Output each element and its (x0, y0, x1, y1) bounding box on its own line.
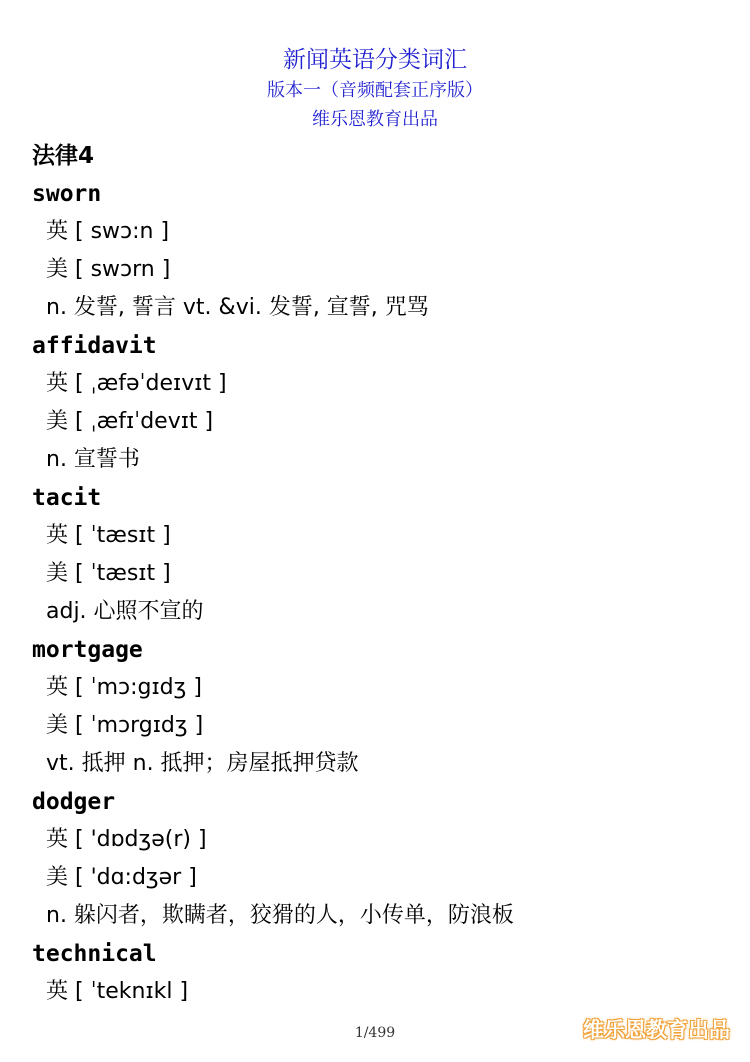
entry-affidavit (32, 327, 730, 479)
entry-definition: n. 发誓, 誓言 vt. &vi. 发誓, 宣誓, 咒骂 (46, 295, 429, 320)
entry-us-pronunciation: 美 [ 'dɑ:dʒər ] (46, 865, 197, 890)
entry-dodger (32, 783, 730, 935)
entry-uk-pronunciation: 英 [ ˈteknɪkl ] (46, 979, 189, 1004)
vocabulary-list (32, 137, 730, 1011)
document-header (0, 44, 750, 134)
entry-definition: n. 躲闪者，欺瞒者，狡猾的人，小传单，防浪板 (46, 903, 514, 928)
entry-us-pronunciation: 美 [ ˈmɔrgɪdʒ ] (46, 713, 204, 738)
entry-uk-pronunciation: 英 [ ˈtæsɪt ] (46, 523, 171, 548)
watermark: 维乐恩教育出品 (583, 1018, 730, 1042)
entry-us-pronunciation: 美 [ ˈtæsɪt ] (46, 561, 171, 586)
entry-uk-pronunciation: 英 [ swɔ:n ] (46, 219, 170, 244)
entry-word: technical (32, 941, 157, 967)
entry-us-pronunciation: 美 [ swɔrn ] (46, 257, 171, 282)
entry-definition: adj. 心照不宣的 (46, 599, 204, 624)
entry-us-pronunciation: 美 [ ˌæfɪˈdevɪt ] (46, 409, 214, 434)
document-publisher: 维乐恩教育出品 (312, 109, 438, 130)
entry-word: tacit (32, 485, 102, 511)
entry-uk-pronunciation: 英 [ ˌæfəˈdeɪvɪt ] (46, 371, 227, 396)
entry-word: sworn (32, 181, 102, 207)
entry-uk-pronunciation: 英 [ ˈmɔ:gɪdʒ ] (46, 675, 202, 700)
entry-definition: vt. 抵押 n. 抵押；房屋抵押贷款 (46, 751, 359, 776)
entry-definition: n. 宣誓书 (46, 447, 140, 472)
entry-tacit (32, 479, 730, 631)
entry-sworn (32, 175, 730, 327)
document-subtitle: 版本一（音频配套正序版） (267, 80, 483, 101)
entry-technical (32, 935, 730, 1011)
document-title: 新闻英语分类词汇 (283, 47, 467, 73)
entry-word: dodger (32, 789, 116, 815)
entry-uk-pronunciation: 英 [ 'dɒdʒə(r) ] (46, 827, 207, 852)
entry-word: mortgage (32, 637, 143, 663)
section-title: 法律4 (32, 143, 95, 169)
entry-mortgage (32, 631, 730, 783)
entry-word: affidavit (32, 333, 157, 359)
page-number: 1/499 (354, 1025, 396, 1041)
